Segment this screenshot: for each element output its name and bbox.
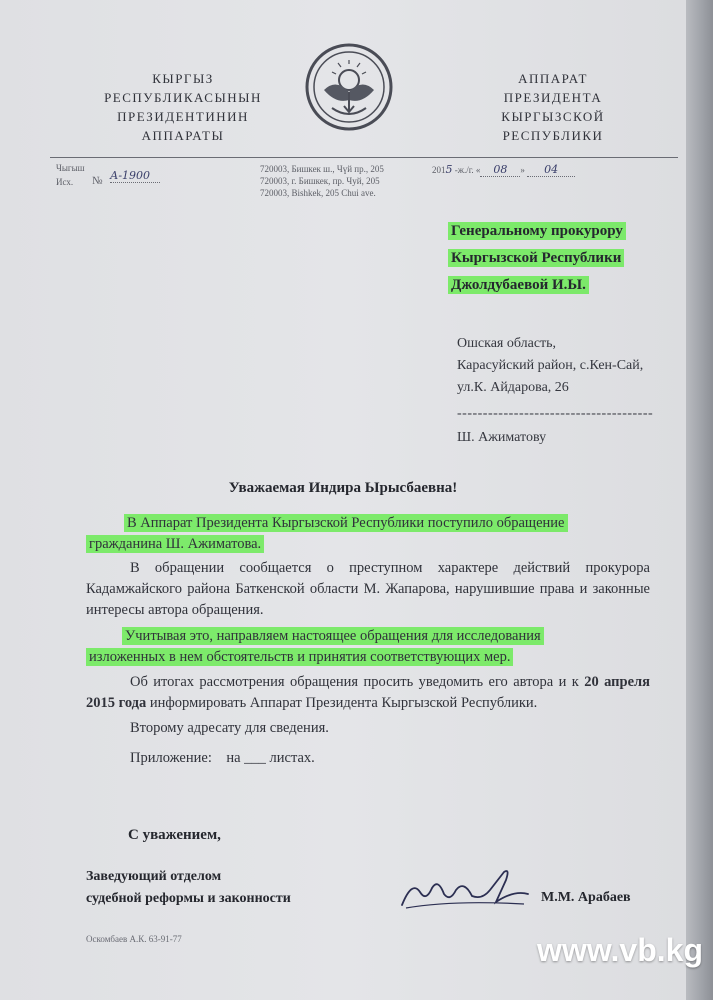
- letterhead-right: [458, 69, 648, 145]
- paragraph-6: Приложение: на ___ листах.: [130, 750, 315, 766]
- addressee-line: [448, 272, 626, 299]
- addressee-line: [448, 245, 626, 272]
- addressee-block: [448, 218, 626, 299]
- paragraph-3-line-1: [86, 626, 650, 647]
- paragraph-3-line-1-text: Учитывая это, направляем настоящее обращения для исследования: [122, 627, 544, 645]
- sender-address-line: 720003, Бишкек ш., Чүй пр., 205: [260, 164, 384, 174]
- second-recipient-line: Карасуйский район, с.Кен-Сай,: [457, 358, 644, 373]
- number-sign: №: [92, 175, 103, 187]
- sender-address-line: 720003, Bishkek, 205 Chui ave.: [260, 188, 376, 198]
- signer-position: [86, 866, 291, 910]
- deadline-date: 20 апреля 2015 года: [86, 674, 651, 711]
- date-year-digit: 5: [445, 163, 453, 176]
- second-recipient-divider: --------------------------------------: [457, 406, 654, 421]
- signer-position-line: Заведующий отделом: [86, 869, 222, 884]
- second-recipient-line: Ошская область,: [457, 336, 557, 351]
- paragraph-1-line-1: [86, 513, 650, 534]
- date-day: 08: [480, 163, 520, 177]
- letterhead-right-line: ПРЕЗИДЕНТА: [503, 90, 603, 105]
- paragraph-5: Второму адресату для сведения.: [130, 720, 329, 736]
- sender-address: [260, 163, 384, 199]
- addressee-line: [448, 218, 626, 245]
- page-edge-shadow: [686, 0, 713, 1000]
- executor-note: Оскомбаев А.К. 63-91-77: [86, 934, 182, 944]
- outgoing-label-kg: Чыгыш: [56, 163, 85, 173]
- paragraph-3-line-2-text: изложенных в нем обстоятельств и принятия соответствующих мер.: [86, 648, 513, 666]
- signature-icon: [392, 850, 532, 920]
- date-field: 2015 -ж./г. « 08 » 04: [432, 163, 575, 177]
- letterhead-left-line: КЫРГЫЗ: [152, 71, 214, 86]
- date-year-suffix: -ж./г.: [454, 165, 474, 175]
- outgoing-label-ru: Исх.: [56, 177, 74, 187]
- addressee-line-text: Джолдубаевой И.Ы.: [448, 276, 589, 294]
- sender-address-line: 720003, г. Бишкек, пр. Чуй, 205: [260, 176, 380, 186]
- letterhead-right-line: РЕСПУБЛИКИ: [502, 128, 604, 143]
- letterhead-left: [88, 69, 278, 145]
- letterhead-left-line: ПРЕЗИДЕНТИНИН: [117, 109, 249, 124]
- paragraph-4-part-2: информировать Аппарат Президента Кыргызской Республики.: [146, 695, 538, 711]
- letterhead-left-line: АППАРАТЫ: [141, 128, 225, 143]
- paragraph-1-line-2: [86, 534, 650, 555]
- addressee-line-text: Кыргызской Республики: [448, 249, 624, 267]
- closing-regards: С уважением,: [128, 827, 221, 843]
- date-year-prefix: 201: [432, 165, 446, 175]
- paragraph-4: [86, 672, 650, 714]
- state-emblem-icon: [304, 42, 394, 132]
- salutation: Уважаемая Индира Ырысбаевна!: [228, 480, 458, 496]
- paragraph-1-line-1-text: В Аппарат Президента Кыргызской Республики поступило обращение: [124, 514, 568, 532]
- paragraph-1-line-2-text: гражданина Ш. Ажиматова.: [86, 535, 264, 553]
- second-recipient-block: [457, 333, 653, 449]
- paragraph-4-part-1: Об итогах рассмотрения обращения просить уведомить его автора и к: [130, 674, 579, 690]
- letterhead-left-line: РЕСПУБЛИКАСЫНЫН: [104, 90, 262, 105]
- outgoing-number: А-1900: [110, 169, 160, 183]
- second-recipient-name: Ш. Ажиматову: [457, 430, 547, 445]
- letter-body: [86, 513, 650, 769]
- signer-name: М.М. Арабаев: [541, 890, 631, 905]
- letterhead-right-line: АППАРАТ: [518, 71, 588, 86]
- site-watermark: www.vb.kg: [537, 932, 703, 968]
- letterhead-divider: [50, 157, 678, 158]
- addressee-line-text: Генеральному прокурору: [448, 222, 626, 240]
- date-month: 04: [527, 163, 575, 177]
- letterhead-right-line: КЫРГЫЗСКОЙ: [501, 109, 605, 124]
- paragraph-2: В обращении сообщается о преступном характере действий прокурора Кадамжайского района Баткенской области М. Жапарова, нарушившие права и законные интересы автора обращения.: [86, 560, 650, 618]
- second-recipient-line: ул.К. Айдарова, 26: [457, 380, 569, 395]
- paragraph-3-line-2: [86, 647, 650, 668]
- signer-position-line: судебной реформы и законности: [86, 891, 291, 906]
